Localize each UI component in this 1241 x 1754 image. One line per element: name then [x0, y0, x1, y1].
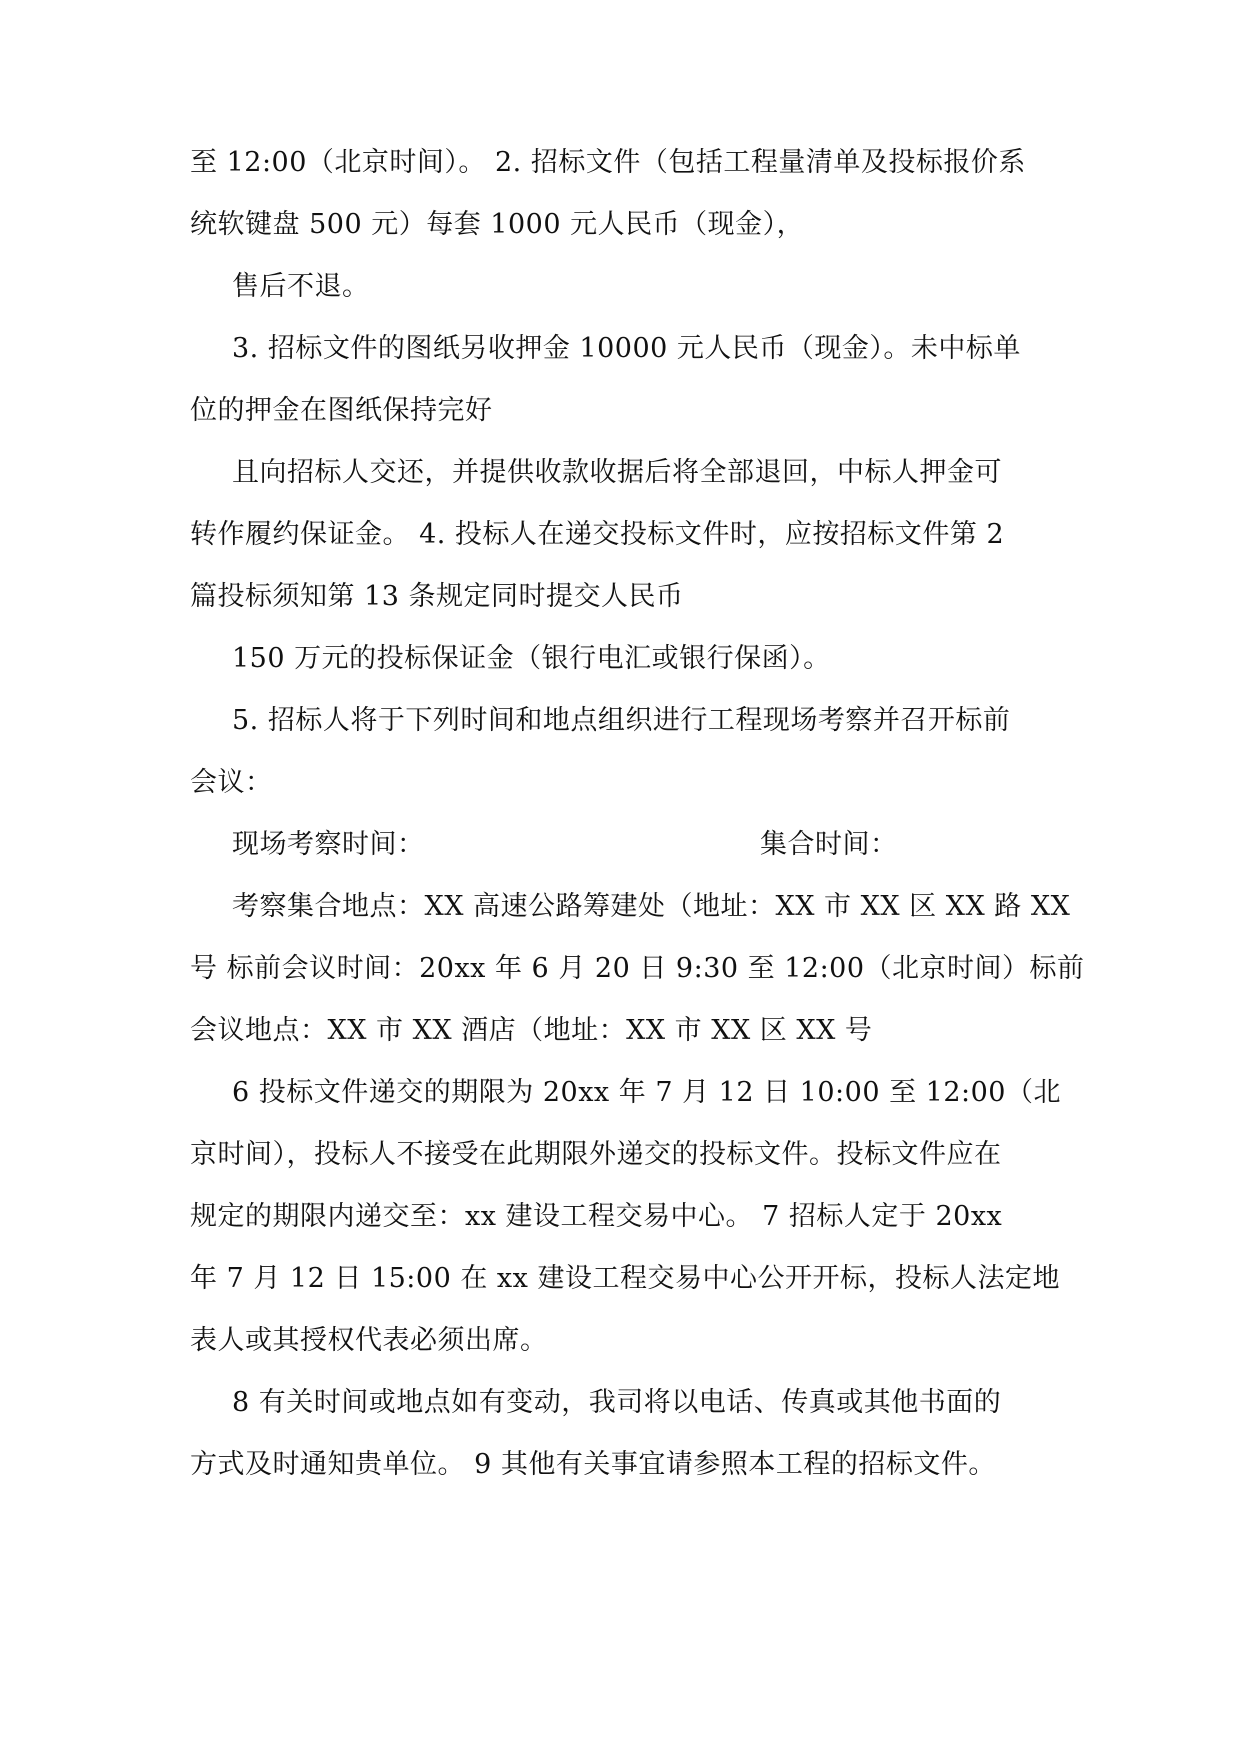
text-line: 且向招标人交还，并提供收款收据后将全部退回，中标人押金可	[232, 457, 1002, 488]
site-visit-time-label: 现场考察时间：	[232, 829, 425, 860]
text-line: 会议：	[190, 767, 273, 798]
assembly-time-label: 集合时间：	[760, 829, 898, 860]
text-line: 售后不退。	[232, 271, 370, 302]
text-line: 统软键盘 500 元）每套 1000 元人民币（现金），	[190, 209, 805, 240]
text-line: 考察集合地点：XX 高速公路筹建处（地址：XX 市 XX 区 XX 路 XX	[232, 891, 1071, 922]
text-line: 年 7 月 12 日 15:00 在 xx 建设工程交易中心公开开标，投标人法定地	[190, 1263, 1060, 1294]
text-line: 150 万元的投标保证金（银行电汇或银行保函）。	[232, 643, 831, 674]
text-line: 位的押金在图纸保持完好	[190, 395, 493, 426]
text-line: 6 投标文件递交的期限为 20xx 年 7 月 12 日 10:00 至 12:00（北	[232, 1077, 1061, 1108]
text-line: 号 标前会议时间：20xx 年 6 月 20 日 9:30 至 12:00（北京时间）标前	[190, 953, 1085, 984]
text-line: 篇投标须知第 13 条规定同时提交人民币	[190, 581, 684, 612]
text-line: 转作履约保证金。 4. 投标人在递交投标文件时，应按招标文件第 2	[190, 519, 1005, 550]
text-line: 3. 招标文件的图纸另收押金 10000 元人民币（现金）。未中标单	[232, 333, 1021, 364]
text-line: 规定的期限内递交至：xx 建设工程交易中心。 7 招标人定于 20xx	[190, 1201, 1003, 1232]
text-line: 至 12:00（北京时间）。 2. 招标文件（包括工程量清单及投标报价系	[190, 147, 1026, 178]
text-line: 会议地点：XX 市 XX 酒店（地址：XX 市 XX 区 XX 号	[190, 1015, 873, 1046]
text-line: 京时间），投标人不接受在此期限外递交的投标文件。投标文件应在	[190, 1139, 1002, 1170]
text-line: 8 有关时间或地点如有变动，我司将以电话、传真或其他书面的	[232, 1387, 1002, 1418]
text-line: 方式及时通知贵单位。 9 其他有关事宜请参照本工程的招标文件。	[190, 1449, 996, 1480]
text-line: 表人或其授权代表必须出席。	[190, 1325, 548, 1356]
text-line: 5. 招标人将于下列时间和地点组织进行工程现场考察并召开标前	[232, 705, 1011, 736]
